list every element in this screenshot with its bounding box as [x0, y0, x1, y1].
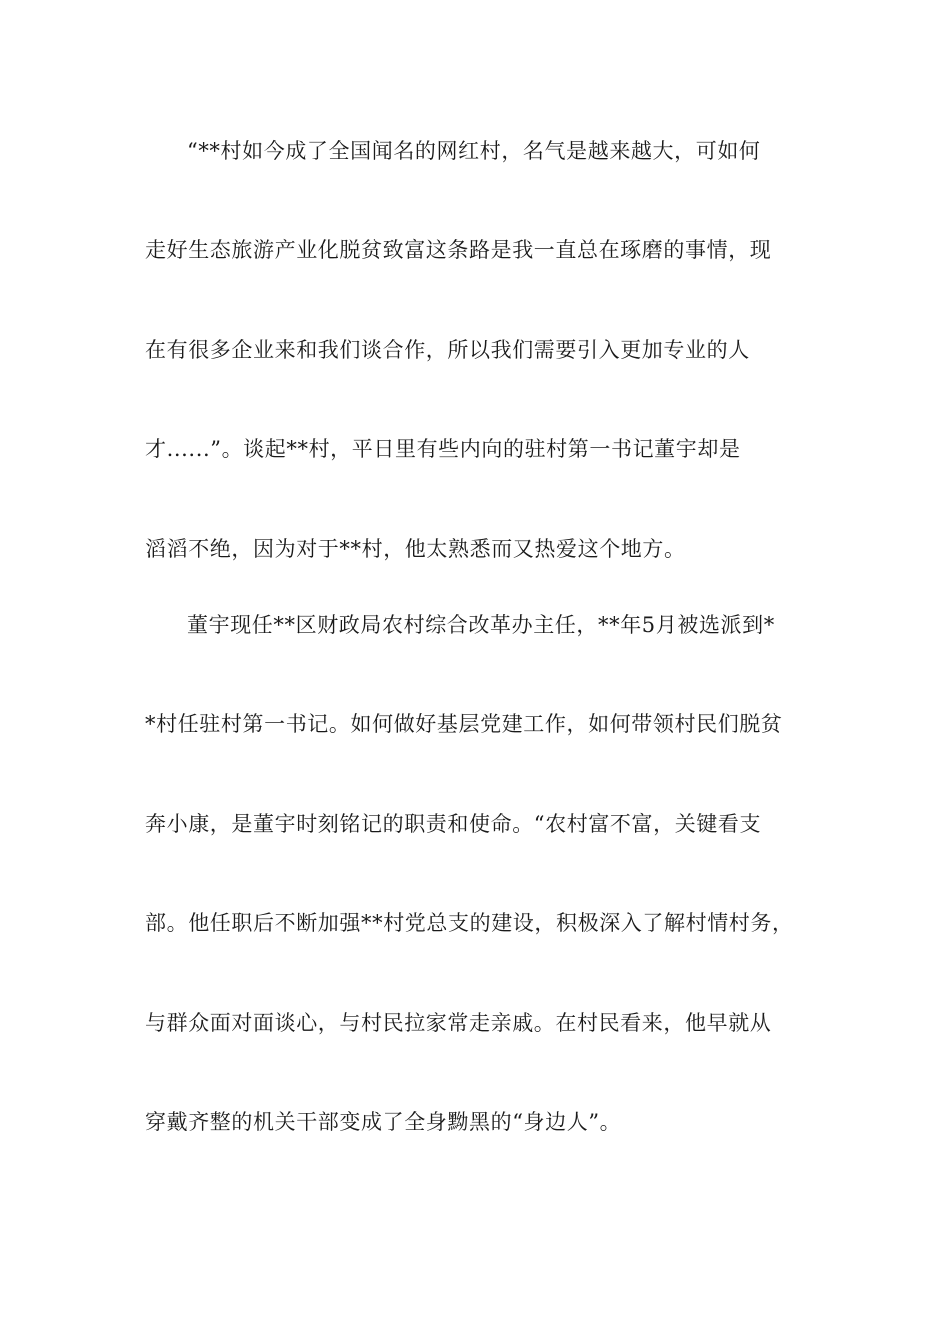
paragraph-1-line-4: 才......”。谈起**村，平日里有些内向的驻村第一书记董宇却是	[145, 437, 741, 461]
paragraph-1-line-5: 滔滔不绝，因为对于**村，他太熟悉而又热爱这个地方。	[145, 537, 686, 561]
paragraph-2-line-1: 董宇现任**区财政局农村综合改革办主任，**年5月被选派到*	[187, 613, 775, 637]
paragraph-1-line-1: “**村如今成了全国闻名的网红村，名气是越来越大，可如何	[187, 139, 761, 163]
paragraph-1-line-2: 走好生态旅游产业化脱贫致富这条路是我一直总在琢磨的事情，现	[145, 238, 772, 262]
paragraph-2-line-4: 部。他任职后不断加强**村党总支的建设，积极深入了解村情村务，	[145, 911, 794, 935]
paragraph-1-line-3: 在有很多企业来和我们谈合作，所以我们需要引入更加专业的人	[145, 338, 750, 362]
paragraph-2-line-6: 穿戴齐整的机关干部变成了全身黝黑的“身边人”。	[145, 1110, 622, 1134]
paragraph-2-line-2: *村任驻村第一书记。如何做好基层党建工作，如何带领村民们脱贫	[145, 712, 783, 736]
paragraph-2-line-5: 与群众面对面谈心，与村民拉家常走亲戚。在村民看来，他早就从	[145, 1011, 772, 1035]
paragraph-2-line-3: 奔小康，是董宇时刻铭记的职责和使命。“农村富不富，关键看支	[145, 812, 762, 836]
